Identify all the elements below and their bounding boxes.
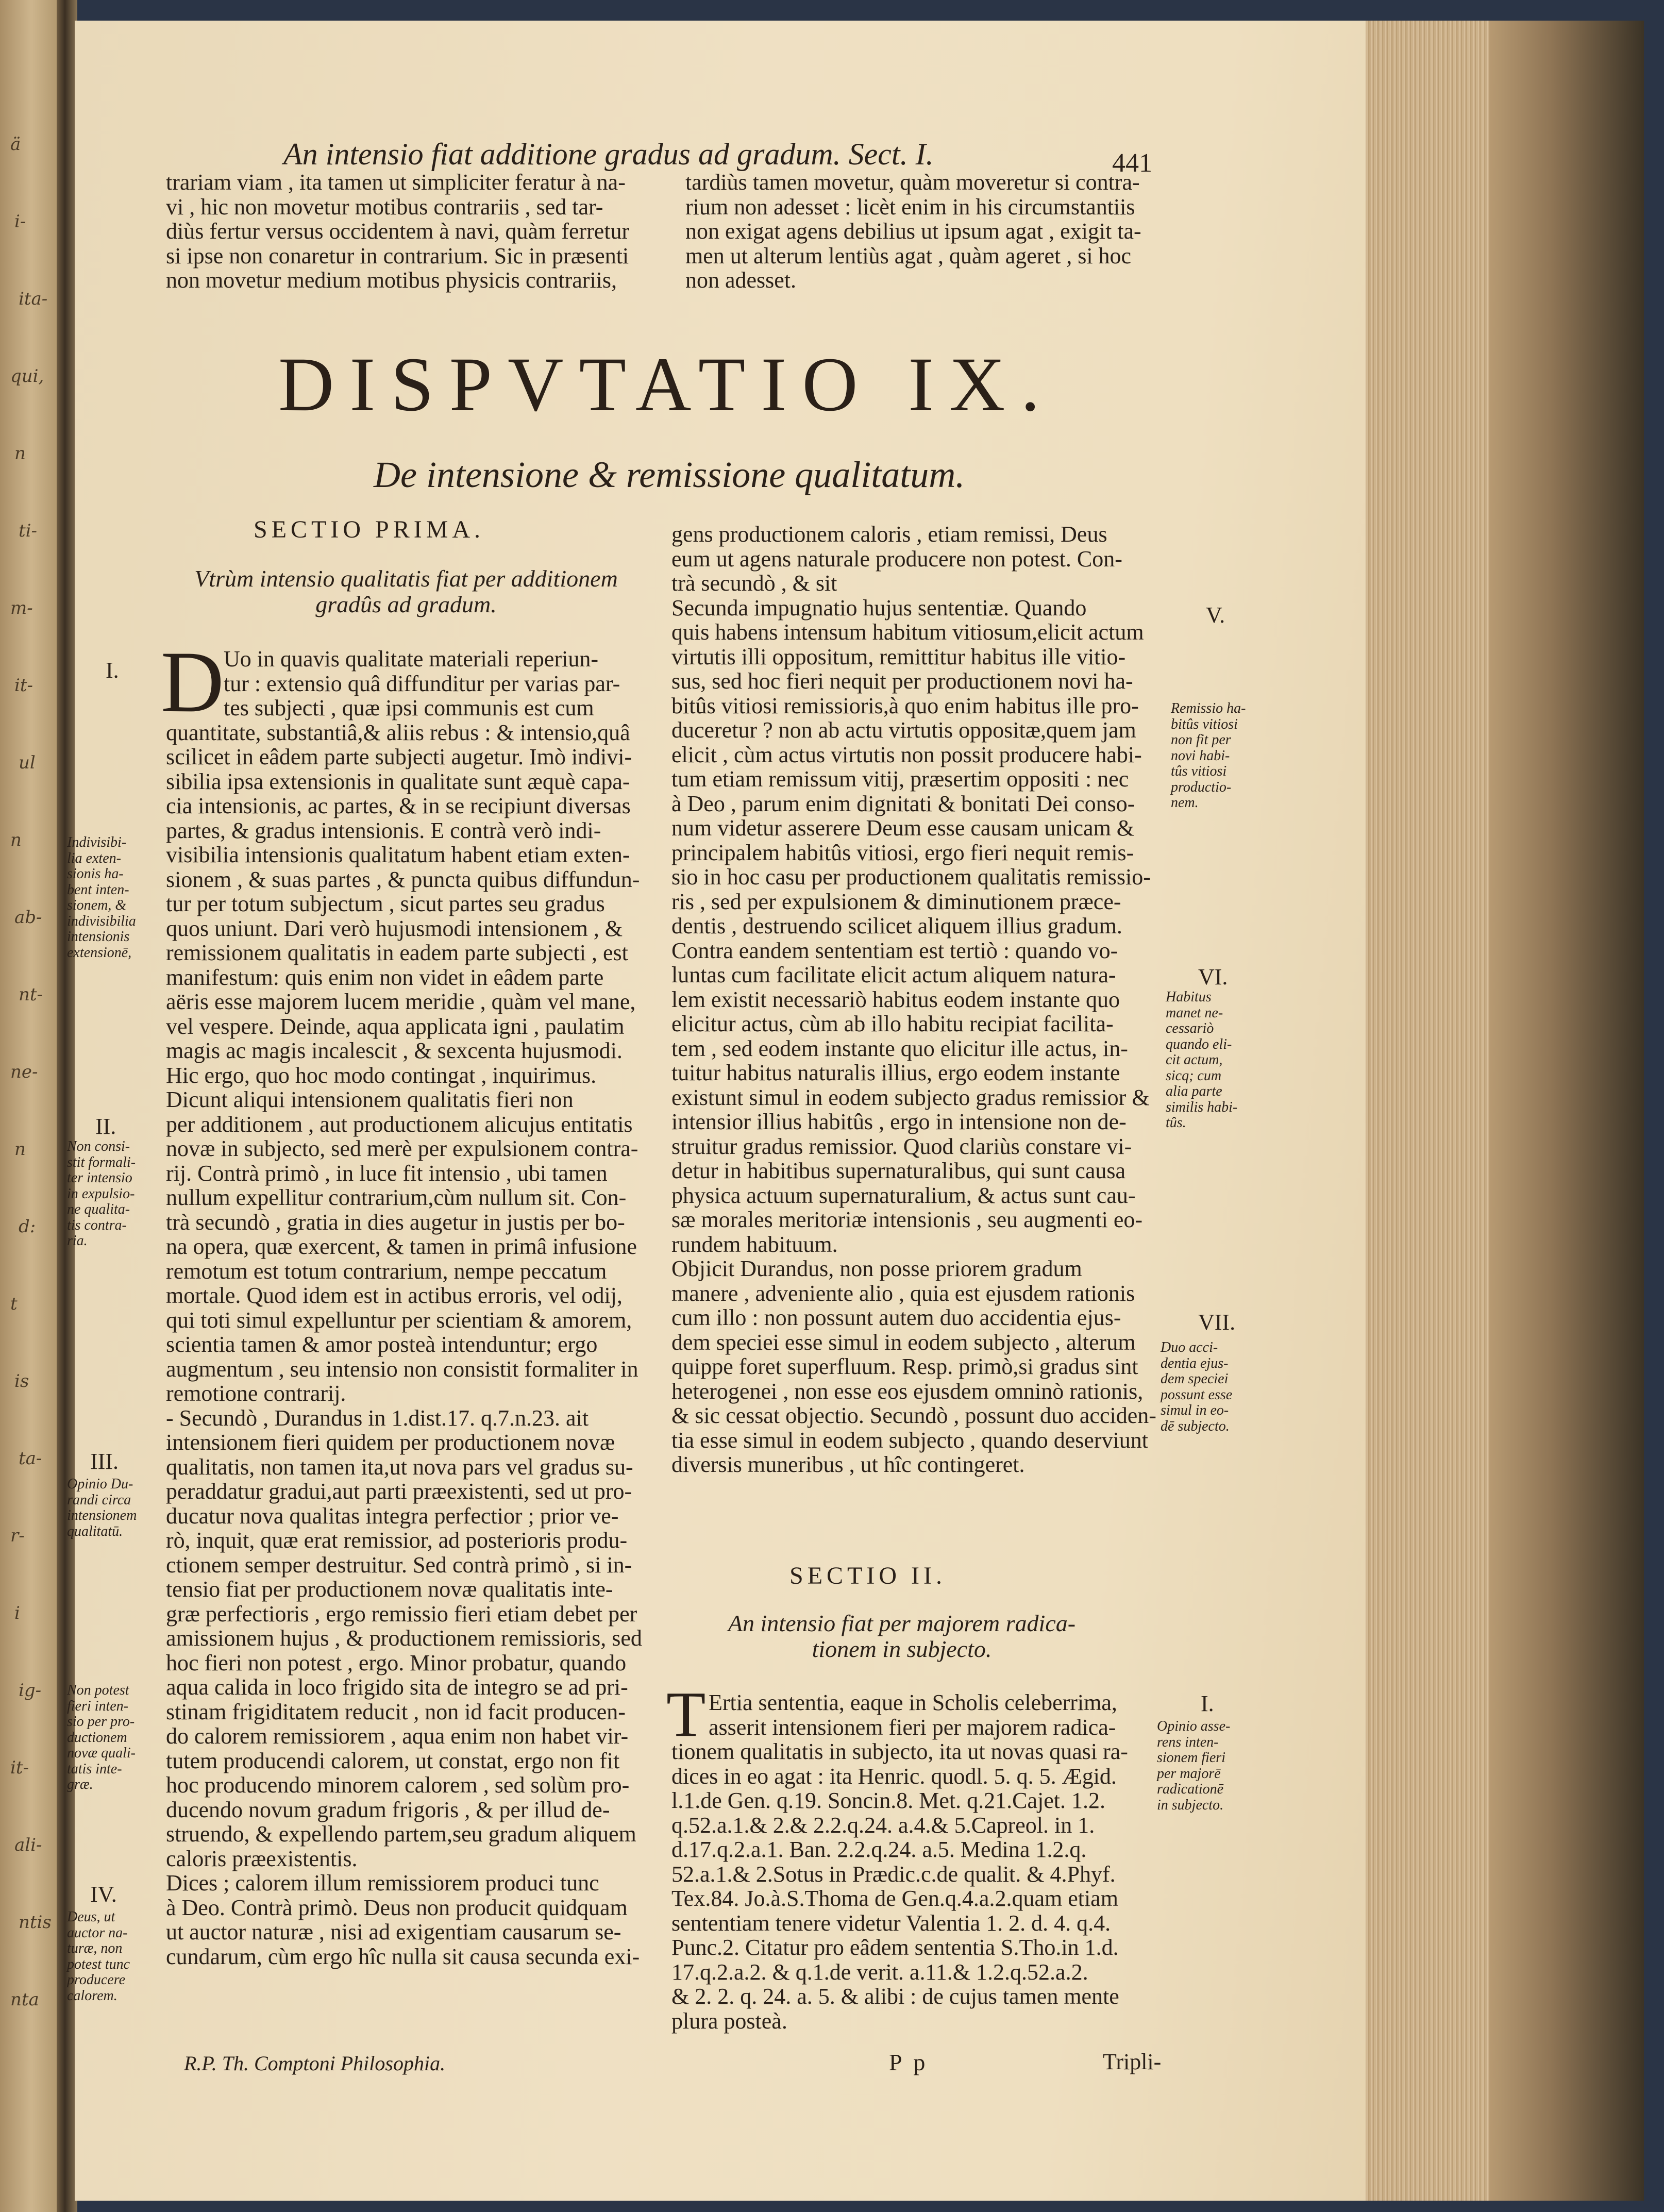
section-subtitle-line: gradûs ad gradum. xyxy=(315,591,497,617)
text-line: & sic cessat objectio. Secundò , possunt duo acciden- xyxy=(671,1403,1156,1428)
margin-note-line: Deus, ut xyxy=(67,1909,115,1925)
text-line: diversis muneribus , ut hîc contingeret. xyxy=(671,1452,1025,1477)
margin-note-line: lia exten- xyxy=(67,850,121,866)
text-line: qui toti simul expelluntur per scientiam & amorem, xyxy=(166,1307,632,1333)
text-line: scilicet in eâdem parte subjecti augetur. Imò indivi- xyxy=(166,744,632,769)
text-line: si ipse non conaretur in contrarium. Sic in præsenti xyxy=(166,243,629,269)
facing-page-fragment: qui, xyxy=(10,366,44,387)
margin-note-line: alia parte xyxy=(1166,1083,1222,1099)
margin-note-line: quando eli- xyxy=(1166,1036,1232,1052)
text-line: tuitur habitus naturalis illius, ergo eodem instante xyxy=(671,1060,1120,1085)
text-line: cundarum, cùm ergo hîc nulla sit causa secunda exi- xyxy=(166,1943,640,1969)
facing-page-fragment: is xyxy=(14,1371,29,1392)
facing-page-fragment: d: xyxy=(19,1216,36,1237)
margin-note-line: tatis inte- xyxy=(67,1761,122,1777)
margin-note-line: possunt esse xyxy=(1161,1386,1233,1403)
margin-note-line: Duo acci- xyxy=(1161,1339,1218,1355)
text-line: quippe foret superfluum. Resp. primò,si gradus sint xyxy=(671,1354,1138,1379)
margin-note-line: turæ, non xyxy=(67,1940,123,1956)
text-line: quis habens intensum habitum vitiosum,elicit actum xyxy=(671,619,1144,645)
text-line: Dicunt aliqui intensionem qualitatis fieri non xyxy=(166,1087,574,1112)
margin-number-right-4: I. xyxy=(1201,1691,1214,1716)
facing-page-fragment: ab- xyxy=(14,907,42,928)
text-line: rundem habituum. xyxy=(671,1231,838,1257)
text-line: vel vespere. Deinde, aqua applicata igni , paulatim xyxy=(166,1013,625,1039)
margin-number-right-2: VI. xyxy=(1198,964,1228,990)
margin-note-line: tûs. xyxy=(1166,1115,1186,1131)
facing-page-fragment: r- xyxy=(10,1526,25,1546)
margin-note-line: tis contra- xyxy=(67,1217,127,1233)
margin-note-left-4 xyxy=(67,1683,136,1793)
margin-note-line: in expulsio- xyxy=(67,1185,135,1202)
margin-note-line: dentia ejus- xyxy=(1161,1355,1229,1371)
margin-note-line: nem. xyxy=(1171,795,1199,811)
facing-page-fragment: ta- xyxy=(19,1448,42,1469)
text-line: ducendo novum gradum frigoris , & per illud de- xyxy=(166,1797,610,1822)
text-line: heterogenei , non esse eos ejusdem omninò rationis, xyxy=(671,1378,1144,1404)
text-line: tensio fiat per productionem novæ qualitatis inte- xyxy=(166,1577,613,1602)
text-line: stinam frigiditatem reducit , non id facit producen- xyxy=(166,1699,626,1724)
margin-note-line: extensionē, xyxy=(67,944,132,961)
margin-note-left-2 xyxy=(67,1139,136,1249)
margin-note-line: calorem. xyxy=(67,1987,117,2004)
facing-page-fragment: i- xyxy=(14,211,26,232)
text-line: Objicit Durandus, non posse priorem gradum xyxy=(671,1256,1082,1281)
text-line: struendo, & expellendo partem,seu gradum aliquem xyxy=(166,1821,636,1847)
text-line: græ perfectioris , ergo remissio fieri etiam debet per xyxy=(166,1601,637,1627)
running-title: An intensio fiat additione gradus ad gradum. Sect. I. xyxy=(283,137,934,171)
text-line: manifestum: quis enim non videt in eâdem parte xyxy=(166,964,604,990)
margin-note-line: Opinio asse- xyxy=(1157,1718,1231,1734)
margin-note-line: qualitatū. xyxy=(67,1523,123,1539)
text-line: à Deo. Contrà primò. Deus non producit quidquam xyxy=(166,1895,628,1920)
facing-page-fragment: n xyxy=(14,1139,26,1160)
text-line: partes, & gradus intensionis. E contrà verò indi- xyxy=(166,817,601,843)
margin-note-line: ria. xyxy=(67,1233,88,1249)
top-right-text xyxy=(685,170,1141,293)
text-line: à Deo , parum enim dignitati & bonitati Dei conso- xyxy=(671,791,1135,816)
text-line: rij. Contrà primò , in luce fit intensio , ubi tamen xyxy=(166,1160,608,1186)
margin-note-line: dem speciei xyxy=(1161,1371,1229,1387)
margin-note-line: productio- xyxy=(1171,779,1232,795)
text-line: quantitate, substantiâ,& aliis rebus : & intensio,quâ xyxy=(166,719,630,745)
text-line: cia intensionis, ac partes, & in se recipiunt diversas xyxy=(166,793,631,818)
text-line: remissionem qualitatis in eadem parte subjecti , est xyxy=(166,940,628,965)
text-line: sionem , & suas partes , & puncta quibus diffundun- xyxy=(166,866,640,892)
text-line: tes subjecti , quæ ipsi communis est cum xyxy=(224,695,594,720)
margin-note-line: dē subjecto. xyxy=(1161,1418,1230,1434)
text-line: peraddatur gradui,aut parti præexistenti, sed ut pro- xyxy=(166,1479,632,1504)
right-column-section-2-text xyxy=(671,1690,1128,2033)
text-line: nullum expellitur contrarium,cùm nullum sit. Con- xyxy=(166,1185,627,1210)
text-line: num videtur asserere Deum esse causam unicam & xyxy=(671,815,1135,841)
text-line: diùs fertur versus occidentem à navi, quàm ferretur xyxy=(166,219,630,244)
text-line: mortale. Quod idem est in actibus erroris, vel odij, xyxy=(166,1283,623,1308)
margin-note-line: novæ quali- xyxy=(67,1745,136,1761)
text-line: aqua calida in loco frigido sita de integro se ad pri- xyxy=(166,1674,628,1700)
text-line: na opera, quæ exercent, & tamen in primâ infusione xyxy=(166,1234,637,1259)
text-line: trà secundò , gratia in dies augetur in justis per bo- xyxy=(166,1209,625,1235)
text-line: non movetur medium motibus physicis contrariis, xyxy=(166,267,617,293)
text-line: amissionem hujus , & productionem remissioris, sed xyxy=(166,1626,642,1651)
section-subtitle xyxy=(174,566,638,617)
section-subtitle-line: Vtrùm intensio qualitatis fiat per additionem xyxy=(194,565,618,592)
text-line: elicit , cùm actus virtutis non possit producere habi- xyxy=(671,742,1142,767)
margin-note-line: Habitus xyxy=(1166,989,1212,1005)
margin-note-line: Opinio Du- xyxy=(67,1476,133,1492)
text-line: scientia tamen & amor posteà intenduntur; ergo xyxy=(166,1332,598,1357)
margin-note-line: in subjecto. xyxy=(1157,1797,1224,1813)
facing-page-fragment: t xyxy=(10,1294,18,1314)
text-line: ris , sed per expulsionem & diminutionem præce- xyxy=(671,889,1121,914)
text-line: remotum est totum contrarium, nempe peccatum xyxy=(166,1258,607,1284)
margin-note-line: potest tunc xyxy=(67,1956,130,1972)
margin-note-line: auctor na- xyxy=(67,1924,128,1941)
margin-note-line: simul in eo- xyxy=(1161,1402,1229,1418)
text-line: dices in eo agat : ita Henric. quodl. 5. q. 5. Ægid. xyxy=(671,1763,1117,1789)
facing-page-fragment: it- xyxy=(10,1757,29,1778)
text-line: bitûs vitiosi remissioris,à quo enim habitus ille pro- xyxy=(671,693,1139,718)
margin-note-line: indivisibilia xyxy=(67,913,136,929)
facing-page-fragment: n xyxy=(10,830,22,850)
facing-page-fragment: it- xyxy=(14,675,33,696)
facing-page-fragment: ä xyxy=(10,134,21,155)
text-line: tur per totum subjectum , sicut partes seu gradus xyxy=(166,891,605,916)
section-2-subtitle-line: tionem in subjecto. xyxy=(812,1636,992,1662)
text-line: dem speciei esse simul in eodem subjecto , alterum xyxy=(671,1329,1136,1355)
margin-note-left-5 xyxy=(67,1909,130,2004)
text-line: ut auctor naturæ , nisi ad exigentiam causarum se- xyxy=(166,1919,621,1945)
text-line: non adesset. xyxy=(685,267,797,293)
text-line: physica actuum supernaturalium, & actus sunt cau- xyxy=(671,1182,1136,1208)
page-number: 441 xyxy=(1112,148,1152,178)
text-line: men ut alterum lentiùs agat , quàm ageret , si hoc xyxy=(685,243,1132,269)
section-2-subtitle xyxy=(670,1611,1134,1662)
text-line: tardiùs tamen movetur, quàm moveretur si contra- xyxy=(685,170,1140,195)
text-line: Contra eandem sententiam est tertiò : quando vo- xyxy=(671,937,1118,963)
text-line: Hic ergo, quo hoc modo contingat , inquirimus. xyxy=(166,1062,597,1088)
text-line: tia esse simul in eodem subjecto , quando deserviunt xyxy=(671,1427,1149,1453)
text-line: gens productionem caloris , etiam remissi, Deus xyxy=(671,522,1107,547)
text-line: tum etiam remissum vitij, præsertim oppositi : nec xyxy=(671,766,1129,792)
left-page-edge xyxy=(0,0,57,2212)
facing-page-fragment: ul xyxy=(19,752,36,773)
drop-cap-d: D xyxy=(161,633,224,730)
margin-note-line: non fit per xyxy=(1171,732,1231,748)
margin-note-line: per majorē xyxy=(1157,1765,1221,1782)
margin-note-line: intensionem xyxy=(67,1507,137,1523)
facing-page-fragment: ig- xyxy=(19,1680,42,1701)
margin-note-line: Indivisibi- xyxy=(67,834,127,850)
page-signature: P p xyxy=(889,2049,929,2075)
margin-note-line: fieri inten- xyxy=(67,1698,128,1714)
text-line: sus, sed hoc fieri nequit per productionem novi ha- xyxy=(671,668,1133,694)
top-left-text xyxy=(166,170,629,293)
disputatio-title: DISPVTATIO IX. xyxy=(278,342,1055,427)
margin-note-right-1 xyxy=(1171,701,1246,811)
text-line: eum ut agens naturale producere non potest. Con- xyxy=(671,546,1122,572)
margin-note-line: sicq; cum xyxy=(1166,1067,1222,1084)
text-line: magis ac magis incalescit , & sexcenta hujusmodi. xyxy=(166,1038,623,1063)
text-line: 52.a.1.& 2.Sotus in Prædic.c.de qualit. & 4.Phyf. xyxy=(671,1861,1116,1887)
text-line: ducatur nova qualitas integra perfectior ; prior ve- xyxy=(166,1503,619,1529)
text-line: q.52.a.1.& 2.& 2.2.q.24. a.4.& 5.Capreol. in 1. xyxy=(671,1812,1095,1838)
margin-note-line: cessariò xyxy=(1166,1020,1214,1036)
section-2-subtitle-line: An intensio fiat per majorem radica- xyxy=(728,1610,1076,1636)
text-line: dentis , destruendo scilicet aliquem illius gradum. xyxy=(671,913,1122,939)
margin-note-left-1 xyxy=(67,835,136,961)
margin-note-line: ter intensio xyxy=(67,1170,132,1186)
margin-note-line: novi habi- xyxy=(1171,747,1230,764)
text-line: cum illo : non possunt autem duo accidentia ejus- xyxy=(671,1305,1121,1330)
text-line: tionem qualitatis in subjecto, ita ut novas quasi ra- xyxy=(671,1739,1128,1764)
text-line: ctionem semper destruitur. Sed contrà primò , si in- xyxy=(166,1552,632,1578)
margin-note-line: intensionis xyxy=(67,929,130,945)
facing-page-fragment: ti- xyxy=(19,521,38,541)
text-line: existunt simul in eodem subjecto gradus remissior & xyxy=(671,1084,1150,1110)
margin-note-line: bent inten- xyxy=(67,881,129,898)
margin-note-right-3 xyxy=(1161,1340,1232,1434)
margin-note-line: sionem, & xyxy=(67,897,127,913)
text-line: visibilia intensionis qualitatum habent etiam exten- xyxy=(166,842,630,867)
text-line: do calorem remissiorem , aqua enim non habet vir- xyxy=(166,1723,629,1749)
left-column-text xyxy=(166,647,642,1969)
text-line: luntas cum facilitate elicit actum aliquem natura- xyxy=(671,962,1116,987)
text-line: lem existit necessariò habitus eodem instante quo xyxy=(671,986,1120,1012)
margin-note-line: Remissio ha- xyxy=(1171,700,1246,716)
facing-page-fragment: ali- xyxy=(14,1835,42,1855)
margin-note-line: cit actum, xyxy=(1166,1052,1223,1068)
text-line: - Secundò , Durandus in 1.dist.17. q.7.n.23. ait xyxy=(166,1405,589,1431)
left-footer: R.P. Th. Comptoni Philosophia. xyxy=(184,2052,446,2075)
text-line: quos uniunt. Dari verò hujusmodi intensionem , & xyxy=(166,915,623,941)
text-line: tur : extensio quâ diffunditur per varias par- xyxy=(224,671,620,696)
text-line: sibilia ipsa extensionis in qualitate sunt æquè capa- xyxy=(166,768,630,794)
text-line: tutem producendi calorem, ut constat, ergo non fit xyxy=(166,1748,620,1773)
text-line: intensior illius habitûs , ergo in intensione non de- xyxy=(671,1109,1127,1134)
margin-note-line: producere xyxy=(67,1972,125,1988)
text-line: per additionem , aut productionem alicujus entitatis xyxy=(166,1111,633,1137)
margin-note-left-3 xyxy=(67,1477,137,1539)
margin-note-line: stit formali- xyxy=(67,1154,136,1170)
text-line: struitur gradus remissior. Quod clariùs constare vi- xyxy=(671,1133,1132,1159)
text-line: caloris præexistentis. xyxy=(166,1846,358,1871)
margin-note-line: sio per pro- xyxy=(67,1714,135,1730)
text-line: Tex.84. Jo.à.S.Thoma de Gen.q.4.a.2.quam etiam xyxy=(671,1886,1118,1911)
section-2-title: SECTIO II. xyxy=(789,1562,946,1589)
facing-page-fragment: n xyxy=(14,443,26,464)
section-title: SECTIO PRIMA. xyxy=(254,516,485,543)
facing-page-fragment: ne- xyxy=(10,1062,38,1082)
text-line: duceretur ? non ab actu virtutis oppositæ,quem jam xyxy=(671,717,1136,743)
margin-note-line: Non potest xyxy=(67,1682,129,1698)
text-line: l.1.de Gen. q.19. Soncin.8. Met. q.21.Cajet. 1.2. xyxy=(671,1788,1106,1813)
margin-note-line: sionem fieri xyxy=(1157,1750,1225,1766)
margin-number-left-2: II. xyxy=(95,1114,116,1139)
text-line: aëris esse majorem lucem meridie , quàm vel mane, xyxy=(166,989,636,1014)
text-line: & 2. 2. q. 24. a. 5. & alibi : de cujus tamen mente xyxy=(671,1984,1119,2009)
page-block-edge xyxy=(1366,21,1489,2201)
text-line: hoc fieri non potest , ergo. Minor probatur, quando xyxy=(166,1650,627,1675)
text-line: asserit intensionem fieri per majorem radica- xyxy=(709,1714,1116,1740)
text-line: virtutis illi oppositum, remittitur habitus ille vitio- xyxy=(671,644,1126,669)
margin-number-left-3: III. xyxy=(90,1449,119,1474)
margin-note-line: tûs vitiosi xyxy=(1171,763,1227,779)
margin-note-line: bitûs vitiosi xyxy=(1171,716,1238,732)
book-gutter xyxy=(57,0,77,2212)
text-line: qualitatis, non tamen ita,ut nova pars vel gradus su- xyxy=(166,1454,633,1480)
right-column-text xyxy=(671,522,1156,1477)
margin-note-line: Non consi- xyxy=(67,1138,130,1154)
text-line: novæ in subjecto, sed merè per expulsionem contra- xyxy=(166,1136,638,1161)
margin-number-right-1: V. xyxy=(1206,602,1225,628)
margin-number-left-4: IV. xyxy=(90,1882,117,1907)
text-line: sententiam tenere videtur Valentia 1. 2. d. 4. q.4. xyxy=(671,1910,1111,1936)
margin-note-line: similis habi- xyxy=(1166,1099,1238,1115)
margin-note-line: manet ne- xyxy=(1166,1004,1223,1021)
text-line: rò, inquit, quæ erat remissior, ad posterioris produ- xyxy=(166,1528,628,1553)
text-line: sio in hoc casu per productionem qualitatis remissio- xyxy=(671,864,1151,890)
margin-note-line: græ. xyxy=(67,1777,93,1792)
catchword: Tripli- xyxy=(1103,2049,1162,2074)
facing-page-fragment: ita- xyxy=(19,289,48,309)
margin-note-right-4 xyxy=(1157,1719,1230,1813)
margin-number-right-3: VII. xyxy=(1198,1310,1236,1335)
facing-page-fragment: nt- xyxy=(19,984,43,1005)
page-block-shadow xyxy=(1489,21,1644,2201)
margin-note-line: ne qualita- xyxy=(67,1201,130,1217)
text-line: intensionem fieri quidem per productionem novæ xyxy=(166,1430,615,1455)
text-line: Secunda impugnatio hujus sententiæ. Quando xyxy=(671,595,1087,621)
text-line: manere , adveniente alio , quia est ejusdem rationis xyxy=(671,1280,1135,1306)
text-line: trà secundò , & sit xyxy=(671,571,837,596)
text-line: Dices ; calorem illum remissiorem produci tunc xyxy=(166,1870,599,1896)
text-line: vi , hic non movetur motibus contrariis , sed tar- xyxy=(166,194,603,220)
text-line: rium non adesset : licèt enim in his circumstantiis xyxy=(685,194,1135,220)
margin-note-line: ductionem xyxy=(67,1729,127,1746)
margin-note-line: sionis ha- xyxy=(67,866,124,882)
facing-page-fragment: i xyxy=(14,1603,20,1623)
text-line: detur in habitibus supernaturalibus, qui sunt causa xyxy=(671,1158,1126,1183)
text-line: Ertia sententia, eaque in Scholis celeberrima, xyxy=(709,1690,1117,1715)
text-line: sæ morales meritoriæ intensionis , seu augmenti eo- xyxy=(671,1207,1143,1232)
text-line: 17.q.2.a.2. & q.1.de verit. a.11.& 1.2.q.52.a.2. xyxy=(671,1959,1088,1985)
text-line: elicitur actus, cùm ab illo habitu recipiat facilita- xyxy=(671,1011,1114,1036)
disputatio-subtitle: De intensione & remissione qualitatum. xyxy=(374,454,965,495)
facing-page-fragment: nta xyxy=(10,1989,39,2010)
text-line: non exigat agens debilius ut ipsum agat , exigit ta- xyxy=(685,219,1141,244)
margin-note-line: rens inten- xyxy=(1157,1734,1219,1750)
text-line: Punc.2. Citatur pro eâdem sententia S.Tho.in 1.d. xyxy=(671,1935,1119,1960)
facing-page-fragment: m- xyxy=(10,598,33,618)
text-line: hoc producendo minorem calorem , sed solùm pro- xyxy=(166,1772,630,1798)
margin-note-line: randi circa xyxy=(67,1492,131,1508)
text-line: d.17.q.2.a.1. Ban. 2.2.q.24. a.5. Medina 1.2.q. xyxy=(671,1837,1087,1862)
margin-number-left-1: I. xyxy=(106,658,119,683)
margin-note-right-2 xyxy=(1166,990,1237,1131)
facing-page-fragment: ntis xyxy=(19,1912,52,1933)
drop-cap-t: T xyxy=(666,1679,706,1750)
text-line: plura posteà. xyxy=(671,2008,787,2034)
margin-note-line: radicationē xyxy=(1157,1781,1224,1797)
text-line: augmentum , seu intensio non consistit formaliter in xyxy=(166,1356,638,1382)
text-line: tem , sed eodem instante quo elicitur ille actus, in- xyxy=(671,1035,1128,1061)
text-line: principalem habitûs vitiosi, ergo fieri nequit remis- xyxy=(671,840,1134,865)
text-line: remotione contrarij. xyxy=(166,1381,346,1406)
text-line: Uo in quavis qualitate materiali reperiun- xyxy=(224,646,598,672)
text-line: trariam viam , ita tamen ut simpliciter feratur à na- xyxy=(166,170,626,195)
